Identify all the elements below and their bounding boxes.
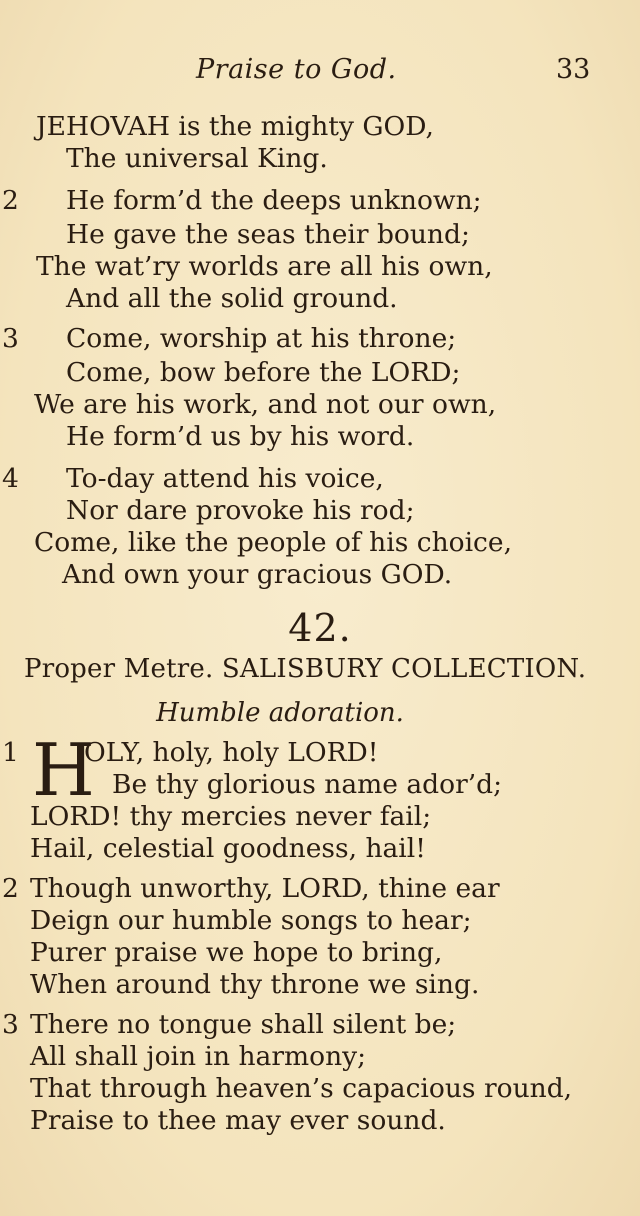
verse-line: 3 Come, worship at his throne;	[2, 323, 457, 354]
verse-line: JEHOVAH is the mighty GOD,	[36, 111, 434, 142]
verse-line: 4 To-day attend his voice,	[2, 463, 384, 494]
stanza-number: 4	[2, 463, 19, 494]
verse-line: Deign our humble songs to hear;	[30, 905, 472, 936]
verse-line: And own your gracious GOD.	[62, 559, 453, 590]
verse-line: Come, like the people of his choice,	[34, 527, 513, 558]
verse-line: Praise to thee may ever sound.	[30, 1105, 446, 1136]
verse-line: 3 There no tongue shall silent be;	[2, 1009, 457, 1040]
verse-line: Purer praise we hope to bring,	[30, 937, 443, 968]
hymn-number: 42.	[288, 606, 352, 650]
stanza-number: 3	[2, 323, 19, 354]
verse-line: 2 He form’d the deeps unknown;	[2, 185, 482, 216]
verse-line: He form’d us by his word.	[66, 421, 415, 452]
meter-heading: Proper Metre. SALISBURY COLLECTION.	[24, 654, 587, 684]
verse-line: And all the solid ground.	[66, 283, 398, 314]
verse-line: The universal King.	[66, 143, 328, 174]
verse-line: LORD! thy mercies never fail;	[30, 801, 432, 832]
verse-line: Come, bow before the LORD;	[66, 357, 461, 388]
page-number: 33	[556, 54, 591, 85]
verse-line: He gave the seas their bound;	[66, 219, 470, 250]
running-title: Praise to God.	[196, 54, 397, 85]
verse-line: That through heaven’s capacious round,	[30, 1073, 573, 1104]
stanza-number: 2	[2, 185, 19, 216]
verse-line: OLY, holy, holy LORD!	[84, 737, 379, 768]
verse-line: 2 Though unworthy, LORD, thine ear	[2, 873, 500, 904]
verse-line: Hail, celestial goodness, hail!	[30, 833, 426, 864]
stanza-number: 1	[2, 737, 19, 768]
verse-line: The wat’ry worlds are all his own,	[36, 251, 493, 282]
drop-cap: H	[32, 728, 95, 812]
verse-line: Be thy glorious name ador’d;	[112, 769, 503, 800]
stanza-number: 3	[2, 1009, 19, 1040]
verse-line: Nor dare provoke his rod;	[66, 495, 415, 526]
verse-line: We are his work, and not our own,	[34, 389, 497, 420]
running-head	[0, 54, 640, 94]
verse-line: All shall join in harmony;	[30, 1041, 367, 1072]
verse-line: When around thy throne we sing.	[30, 969, 480, 1000]
stanza-number: 2	[2, 873, 19, 904]
hymn-theme: Humble adoration.	[156, 698, 404, 728]
